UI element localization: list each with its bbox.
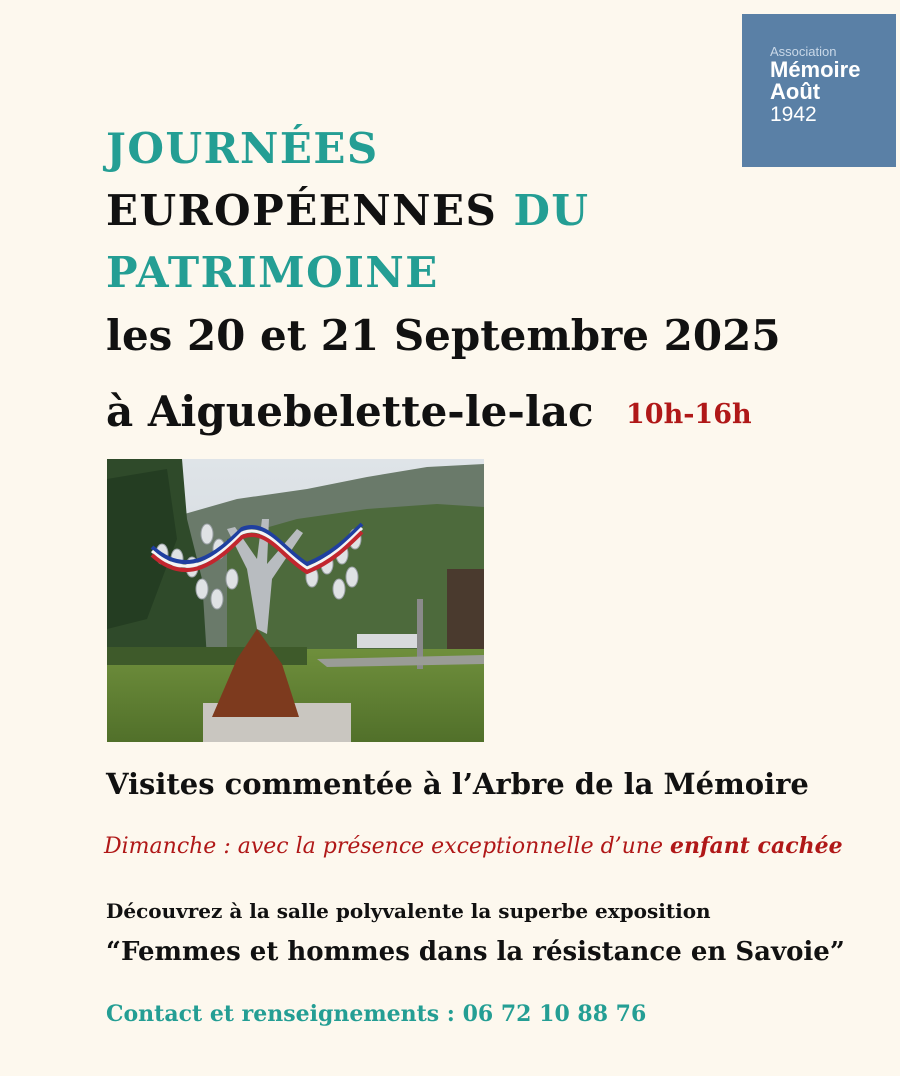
logo-year-label: 1942 (770, 103, 817, 126)
sunday-note-text: Dimanche : avec la présence exceptionnelle d’une (104, 834, 671, 859)
sunday-note-emphasis: enfant cachée (670, 833, 843, 859)
event-dates: les 20 et 21 Septembre 2025 (106, 311, 781, 360)
title-du: DU (513, 186, 590, 235)
logo-aout-label: Août (770, 79, 821, 104)
logo-association-label: Association (770, 44, 837, 59)
event-hours: 10h-16h (626, 399, 752, 430)
title-patrimoine: PATRIMOINE (106, 248, 439, 297)
event-title (106, 118, 590, 304)
contact-info: Contact et renseignements : 06 72 10 88 76 (106, 1001, 647, 1027)
memorial-tree-photo (107, 459, 484, 742)
title-europeennes: EUROPÉENNES (106, 186, 498, 235)
title-journees: JOURNÉES (106, 124, 379, 173)
guided-tours-heading: Visites commentée à l’Arbre de la Mémoire (106, 767, 809, 801)
sunday-note (104, 831, 843, 862)
exhibition-intro: Découvrez à la salle polyvalente la superbe exposition (106, 899, 711, 923)
association-logo (742, 14, 896, 167)
event-location: à Aiguebelette-le-lac (106, 387, 594, 436)
exhibition-title: “Femmes et hommes dans la résistance en Savoie” (106, 937, 845, 967)
logo-memoire-label: Mémoire (770, 57, 861, 82)
